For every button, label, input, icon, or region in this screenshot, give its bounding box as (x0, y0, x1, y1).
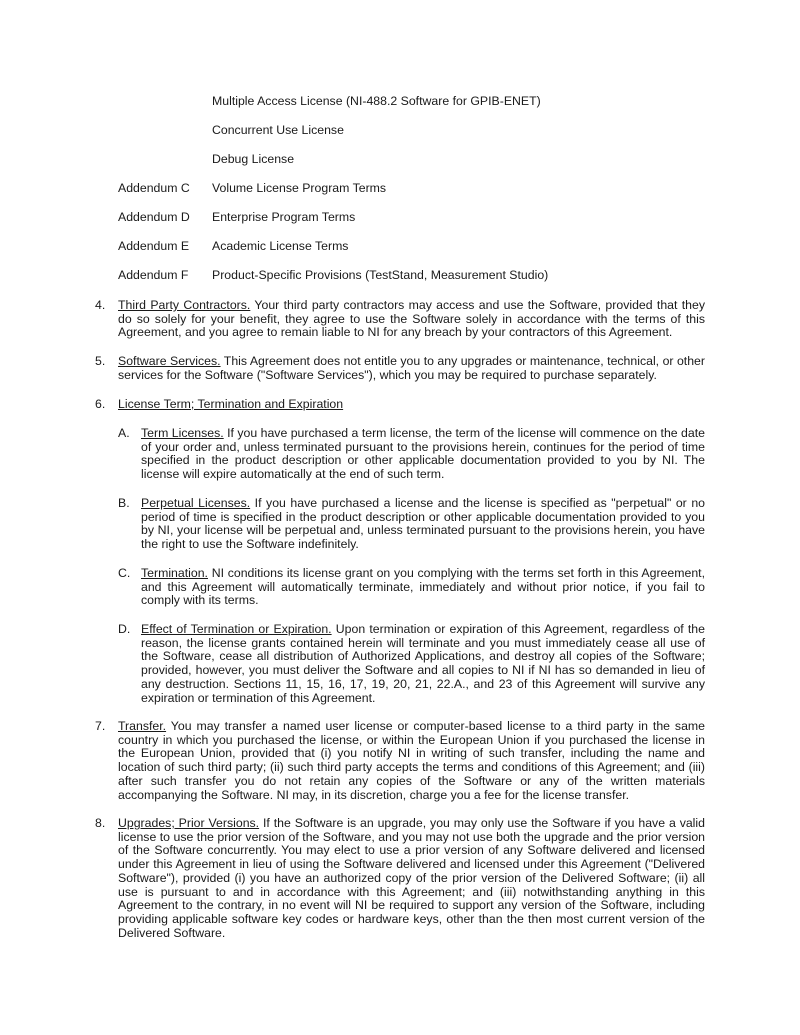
section-6b-heading: Perpetual Licenses. (141, 496, 251, 510)
section-6-number: 6. (95, 397, 106, 411)
section-6c-number: C. (118, 566, 131, 580)
section-7-body: You may transfer a named user license or computer-based license to a third party in the same country in which you purchased the license, or within the European Union if you purchased the license in the European Union, provided that (i) you notify NI in writing of such transfer, including the name and location of such third party; (ii) such third party accepts the terms and conditions of this Agreement; and (iii) after such transfer you do not retain any copies of the Software or any of the written materials accompanying the Software. NI may, in its discretion, charge you a fee for the license transfer. (118, 719, 705, 802)
section-6-heading: License Term; Termination and Expiration (118, 397, 344, 411)
addendum-f-label: Addendum F (118, 268, 189, 282)
section-6d-body: Upon termination or expiration of this Agreement, regardless of the reason, the license grants contained herein will terminate and you must immediately cease all use of the Software, cease all distribution of Authorized Applications, and destroy all copies of the Software; provided, however, you must deliver the Software and all copies to NI if NI has so demanded in lieu of any destruction. Sections 11, 15, 16, 17, 19, 20, 21, 22.A., and 23 of this Agreement will survive any expiration or termination of this Agreement. (141, 622, 705, 705)
section-6d-paragraph (141, 623, 705, 705)
section-7-number: 7. (95, 719, 106, 733)
section-5-body: This Agreement does not entitle you to any upgrades or maintenance, technical, or other services for the Software ("Software Services"), which you may be required to purchase separately. (118, 354, 705, 382)
license-item-concurrent-use: Concurrent Use License (212, 123, 344, 137)
section-5-number: 5. (95, 354, 106, 368)
section-8-body: If the Software is an upgrade, you may only use the Software if you have a valid license to use the prior version of the Software, and you may not use both the upgrade and the prior version of the Software concurrently. You may elect to use a prior version of any Software delivered and licensed under this Agreement in lieu of using the Software delivered and licensed under this Agreement ("Delivered Software"), provided (i) you have an authorized copy of the prior version of the Delivered Software; (ii) all use is pursuant to and in accordance with this Agreement; and (iii) notwithstanding anything in this Agreement to the contrary, in no event will NI be required to support any version of the Software, including providing applicable software key codes or hardware keys, other than the then most current version of the Delivered Software. (118, 816, 705, 940)
license-item-multiple-access: Multiple Access License (NI-488.2 Software for GPIB-ENET) (212, 94, 541, 108)
section-6d-number: D. (118, 622, 131, 636)
section-5-heading: Software Services. (118, 354, 221, 368)
section-4-paragraph (118, 299, 705, 340)
section-6c-body: NI conditions its license grant on you complying with the terms set forth in this Agreement, and this Agreement will automatically terminate, immediately and without prior notice, if you fail to comply with its terms. (141, 566, 705, 608)
addendum-f-title: Product-Specific Provisions (TestStand, Measurement Studio) (212, 268, 549, 282)
section-6b-number: B. (118, 496, 130, 510)
section-6c-heading: Termination. (141, 566, 208, 580)
section-5-paragraph (118, 355, 705, 382)
section-6d-heading: Effect of Termination or Expiration. (141, 622, 332, 636)
addendum-c-label: Addendum C (118, 181, 190, 195)
section-6a-heading: Term Licenses. (141, 426, 224, 440)
section-8-paragraph (118, 817, 705, 940)
addendum-d-title: Enterprise Program Terms (212, 210, 356, 224)
section-6c-paragraph (141, 567, 705, 608)
addendum-e-title: Academic License Terms (212, 239, 349, 253)
section-8-number: 8. (95, 816, 106, 830)
addendum-c-title: Volume License Program Terms (212, 181, 387, 195)
section-6a-paragraph (141, 427, 705, 482)
section-6a-number: A. (118, 426, 130, 440)
section-8-heading: Upgrades; Prior Versions. (118, 816, 260, 830)
section-4-body: Your third party contractors may access and use the Software, provided that they do so solely for your benefit, they agree to use the Software solely in accordance with the terms of this Agreement, and you agree to remain liable to NI for any breach by your contractors of this Agreement. (118, 298, 705, 340)
section-6b-paragraph (141, 497, 705, 552)
section-4-number: 4. (95, 298, 106, 312)
addendum-d-label: Addendum D (118, 210, 190, 224)
license-item-debug: Debug License (212, 152, 295, 166)
section-4-heading: Third Party Contractors. (118, 298, 251, 312)
section-6b-body: If you have purchased a license and the license is specified as "perpetual" or no period of time is specified in the product description or other applicable documentation provided to you by NI, your license will be perpetual and, unless terminated pursuant to the provisions herein, you have the right to use the Software indefinitely. (141, 496, 705, 552)
section-7-heading: Transfer. (118, 719, 167, 733)
section-7-paragraph (118, 720, 705, 802)
section-6a-body: If you have purchased a term license, the term of the license will commence on the date of your order and, unless terminated pursuant to the provisions herein, continues for the period of time specified in the product description or other applicable documentation provided to you by NI. The license will expire automatically at the end of such term. (141, 426, 705, 482)
addendum-e-label: Addendum E (118, 239, 190, 253)
